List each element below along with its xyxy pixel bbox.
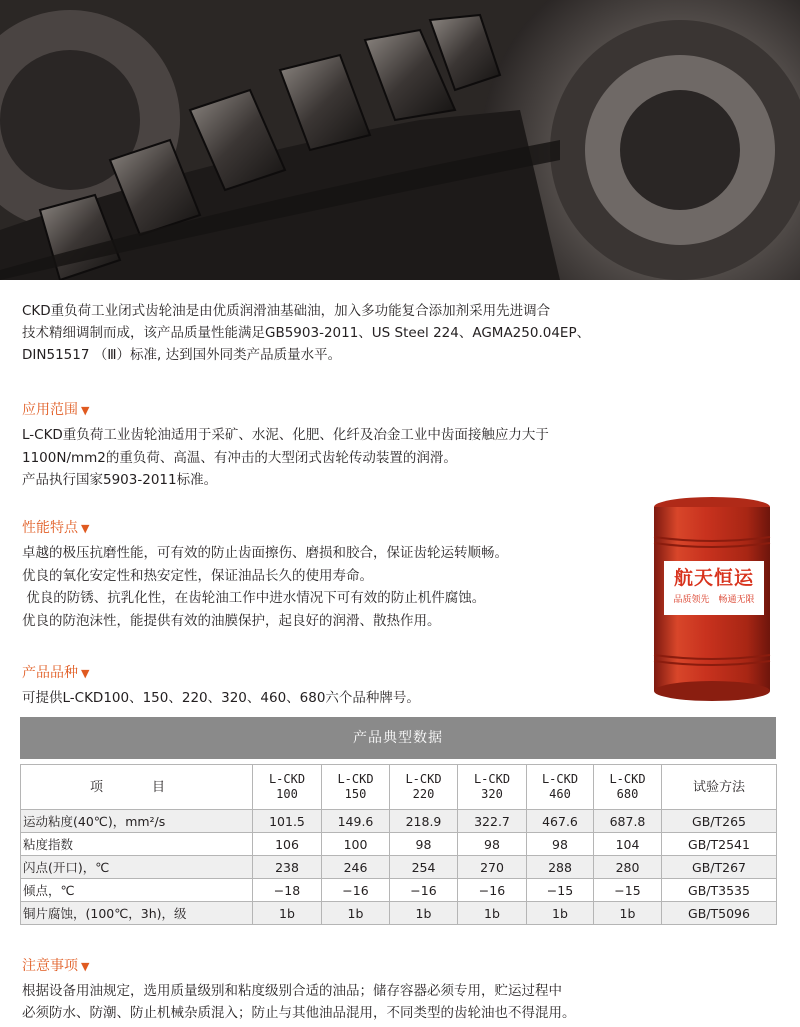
section-title-application — [22, 400, 89, 421]
cell-value: 238 — [253, 856, 322, 879]
cell-value: 98 — [527, 833, 594, 856]
cell-value: 106 — [253, 833, 322, 856]
barrel-slogan-left: 品质领先 — [673, 595, 710, 605]
section-title-text: 应用范围 — [22, 402, 78, 418]
body-line: 卓越的极压抗磨性能，可有效的防止齿面擦伤、磨损和胶合，保证齿轮运转顺畅。 — [22, 545, 508, 561]
cell-method: GB/T3535 — [662, 879, 777, 902]
cell-value: 1b — [390, 902, 458, 925]
cell-value: 288 — [527, 856, 594, 879]
section-body-variants — [22, 687, 642, 710]
cell-value: −16 — [458, 879, 527, 902]
cell-value: 1b — [253, 902, 322, 925]
cell-method: GB/T265 — [662, 810, 777, 833]
intro-line: DIN51517 （Ⅲ）标准, 达到国外同类产品质量水平。 — [22, 347, 342, 363]
cell-value: −15 — [594, 879, 662, 902]
table-row — [21, 856, 777, 879]
table-header-row — [21, 765, 777, 810]
cell-value: 218.9 — [390, 810, 458, 833]
table-row — [21, 833, 777, 856]
spec-table — [20, 764, 777, 925]
cell-value: 322.7 — [458, 810, 527, 833]
cell-value: 1b — [458, 902, 527, 925]
cell-value: 254 — [390, 856, 458, 879]
header-grade: L-CKD 680 — [594, 765, 662, 810]
cell-value: 270 — [458, 856, 527, 879]
row-label: 闪点(开口)，℃ — [21, 856, 253, 879]
header-grade: L-CKD 100 — [253, 765, 322, 810]
barrel-brand-text: 航天恒运 — [673, 567, 754, 589]
section-body-notice — [22, 980, 642, 1024]
header-item: 项 目 — [21, 765, 253, 810]
cell-value: 100 — [322, 833, 390, 856]
row-label: 倾点，℃ — [21, 879, 253, 902]
body-line: 根据设备用油规定，选用质量级别和粘度级别合适的油品；储存容器必须专用，贮运过程中 — [22, 983, 562, 999]
cell-value: 467.6 — [527, 810, 594, 833]
table-row — [21, 902, 777, 925]
body-line: 可提供L-CKD100、150、220、320、460、680六个品种牌号。 — [22, 690, 420, 706]
intro-line: CKD重负荷工业闭式齿轮油是由优质润滑油基础油，加入多功能复合添加剂采用先进调合 — [22, 303, 551, 319]
section-title-text: 性能特点 — [22, 520, 78, 536]
cell-value: 1b — [322, 902, 390, 925]
table-row — [21, 879, 777, 902]
cell-value: 98 — [390, 833, 458, 856]
cell-value: −16 — [390, 879, 458, 902]
triangle-down-icon: ▼ — [81, 960, 90, 973]
cell-value: 101.5 — [253, 810, 322, 833]
triangle-down-icon: ▼ — [81, 522, 90, 535]
header-method: 试验方法 — [662, 765, 777, 810]
section-title-notice — [22, 956, 89, 977]
table-title-bar: 产品典型数据 — [20, 717, 776, 759]
cell-value: 104 — [594, 833, 662, 856]
triangle-down-icon: ▼ — [81, 667, 90, 680]
body-line: 产品执行国家5903-2011标准。 — [22, 472, 218, 488]
row-label: 粘度指数 — [21, 833, 253, 856]
section-title-variants — [22, 663, 89, 684]
body-line: L-CKD重负荷工业齿轮油适用于采矿、水泥、化肥、化纤及冶金工业中齿面接触应力大于 — [22, 427, 549, 443]
cell-method: GB/T5096 — [662, 902, 777, 925]
cell-method: GB/T2541 — [662, 833, 777, 856]
barrel-slogan — [664, 592, 764, 605]
hero-gear-image — [0, 0, 800, 280]
oil-barrel-image — [650, 495, 775, 703]
cell-value: 98 — [458, 833, 527, 856]
cell-value: 1b — [594, 902, 662, 925]
section-title-features — [22, 518, 89, 539]
barrel-slogan-right: 畅通无限 — [718, 595, 755, 605]
body-line: 1100N/mm2的重负荷、高温、有冲击的大型闭式齿轮传动装置的润滑。 — [22, 449, 457, 466]
cell-method: GB/T267 — [662, 856, 777, 879]
gear-illustration — [0, 0, 800, 280]
intro-paragraph — [22, 300, 622, 366]
body-line: 优良的防泡沫性，能提供有效的油膜保护，起良好的润滑、散热作用。 — [22, 612, 441, 629]
cell-value: −15 — [527, 879, 594, 902]
section-body-application — [22, 424, 642, 492]
header-grade: L-CKD 460 — [527, 765, 594, 810]
cell-value: 280 — [594, 856, 662, 879]
section-title-text: 注意事项 — [22, 958, 78, 974]
intro-line: 技术精细调制而成，该产品质量性能满足GB5903-2011、US Steel 224、AGMA250.04EP、 — [22, 325, 591, 341]
header-grade: L-CKD 150 — [322, 765, 390, 810]
body-line: 优良的防锈、抗乳化性，在齿轮油工作中进水情况下可有效的防止机件腐蚀。 — [22, 590, 486, 606]
header-grade: L-CKD 220 — [390, 765, 458, 810]
cell-value: 1b — [527, 902, 594, 925]
cell-value: −16 — [322, 879, 390, 902]
table-row — [21, 810, 777, 833]
body-line: 必须防水、防潮、防止机械杂质混入；防止与其他油品混用，不同类型的齿轮油也不得混用。 — [22, 1005, 576, 1021]
cell-value: 687.8 — [594, 810, 662, 833]
section-title-text: 产品品种 — [22, 665, 78, 681]
cell-value: −18 — [253, 879, 322, 902]
triangle-down-icon: ▼ — [81, 404, 90, 417]
row-label: 运动粘度(40℃)，mm²/s — [21, 810, 253, 833]
row-label: 铜片腐蚀，(100℃，3h)，级 — [21, 902, 253, 925]
cell-value: 149.6 — [322, 810, 390, 833]
body-line: 优良的氧化安定性和热安定性，保证油品长久的使用寿命。 — [22, 567, 373, 584]
cell-value: 246 — [322, 856, 390, 879]
section-body-features — [22, 542, 642, 632]
header-grade: L-CKD 320 — [458, 765, 527, 810]
